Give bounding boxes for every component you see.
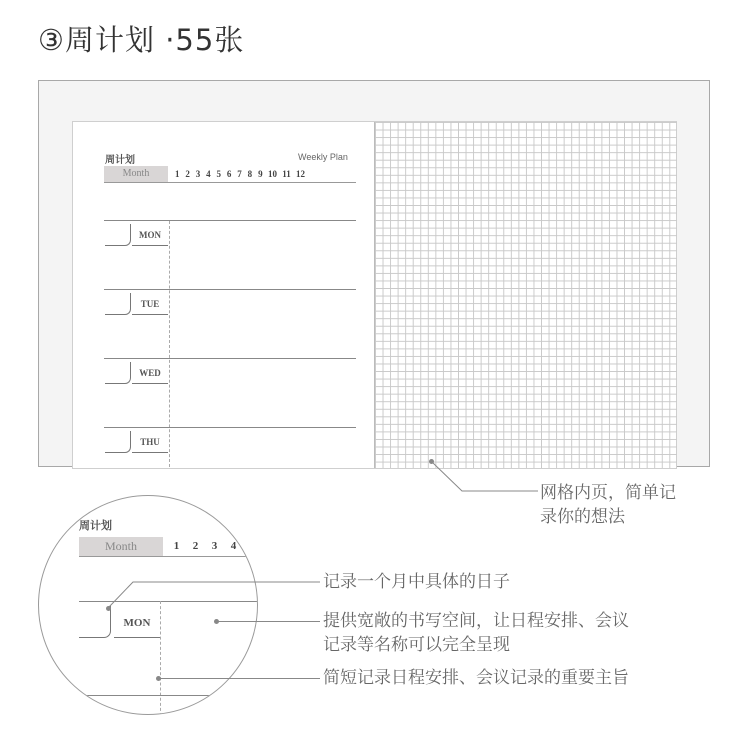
- day-hook: [105, 224, 131, 246]
- month-number: 12: [296, 169, 306, 179]
- zoom-day-hook: [79, 606, 111, 638]
- month-number: 11: [282, 169, 291, 179]
- grid-page: [374, 122, 677, 468]
- month-number: 1: [174, 169, 180, 179]
- zoom-day-label-mon: MON: [114, 606, 160, 638]
- month-number: 3: [195, 169, 201, 179]
- grid-note-line2: 录你的想法: [540, 507, 625, 527]
- month-number: 4: [230, 540, 237, 552]
- dashed-divider: [169, 221, 170, 467]
- body-note-line1: 提供宽敞的书写空间，让日程安排、会议: [323, 611, 629, 631]
- day-divider: [104, 220, 356, 221]
- zoom-dashed-divider: [160, 601, 161, 715]
- sheet-label-cn: 周计划: [105, 155, 135, 166]
- month-label: Month: [104, 166, 168, 182]
- month-number: 9: [258, 169, 263, 179]
- month-bar: [104, 166, 356, 183]
- grid-note-line1: 网格内页，简单记: [540, 483, 676, 503]
- callout-connector: [217, 621, 320, 622]
- day-label-thu: THU: [132, 431, 168, 453]
- zoom-label-cn: 周计划: [79, 519, 112, 532]
- sheet-label-en: Weekly Plan: [298, 152, 348, 162]
- month-number: 1: [173, 540, 180, 552]
- month-number: 7: [237, 169, 242, 179]
- month-number: 10: [268, 169, 278, 179]
- day-divider: [104, 358, 356, 359]
- day-divider: [104, 289, 356, 290]
- month-number: 8: [247, 169, 253, 179]
- day-hook: [105, 362, 131, 384]
- day-divider: [104, 427, 356, 428]
- month-number: 6: [226, 169, 232, 179]
- callout-connector: [107, 580, 322, 610]
- day-hook: [105, 293, 131, 315]
- day-label-wed: WED: [132, 362, 168, 384]
- month-numbers: [172, 166, 308, 182]
- month-number: 5: [216, 169, 221, 179]
- zoom-day-divider: [79, 695, 258, 696]
- zoom-month-label: Month: [79, 537, 163, 556]
- zoom-month-numbers: [167, 537, 243, 556]
- month-number: 4: [206, 169, 211, 179]
- page-title: ③周计划 ·55张: [38, 23, 245, 57]
- day-hook: [105, 431, 131, 453]
- body-note-line2: 记录等名称可以完全呈现: [323, 635, 510, 655]
- month-number: 2: [185, 169, 190, 179]
- month-number: 2: [192, 540, 199, 552]
- day-label-mon: MON: [132, 224, 168, 246]
- callout-connector: [159, 678, 320, 679]
- hook-note: 记录一个月中具体的日子: [323, 572, 510, 592]
- dash-note: 简短记录日程安排、会议记录的重要主旨: [323, 668, 629, 688]
- month-number: 3: [211, 540, 218, 552]
- callout-connector: [430, 460, 540, 494]
- day-label-tue: TUE: [132, 293, 168, 315]
- zoom-month-bar: [79, 537, 258, 557]
